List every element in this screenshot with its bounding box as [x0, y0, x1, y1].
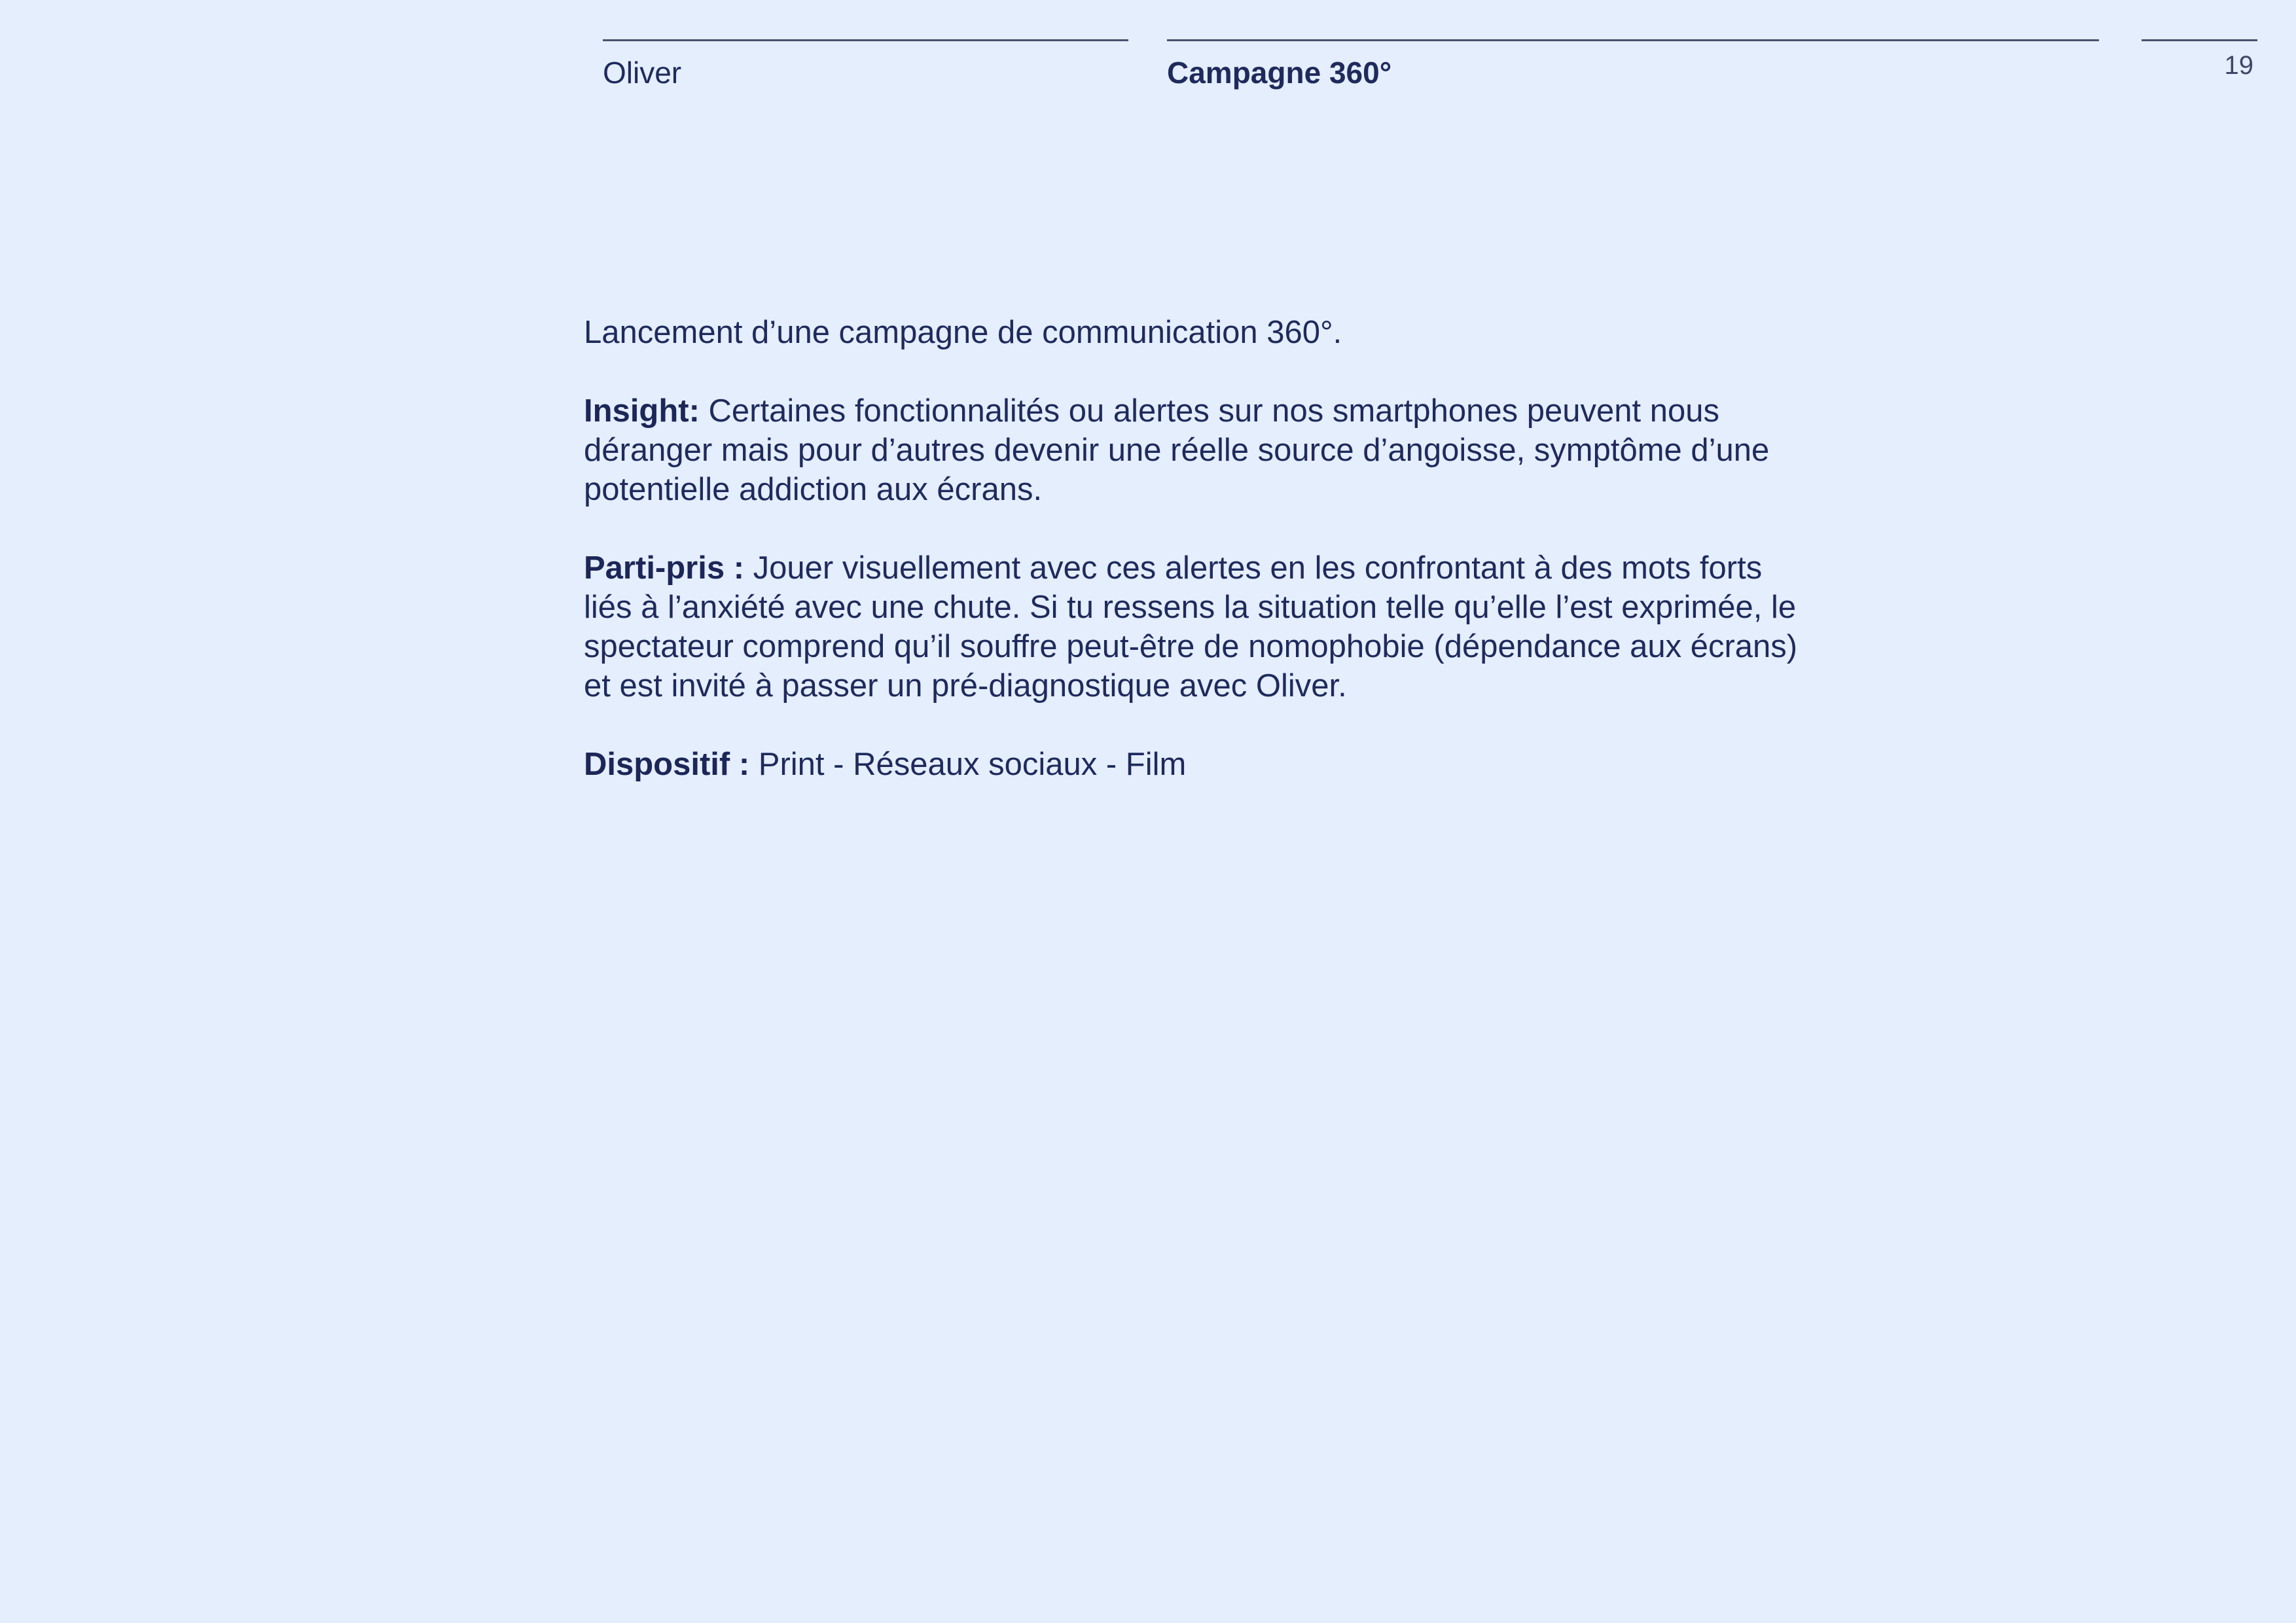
header-rule-title	[1167, 39, 2099, 41]
page-number: 19	[2224, 51, 2253, 80]
dispositif-paragraph	[584, 745, 1814, 784]
insight-label: Insight:	[584, 393, 700, 429]
section-title: Campagne 360°	[1167, 56, 1392, 90]
dispositif-label: Dispositif :	[584, 747, 750, 782]
insight-text: Certaines fonctionnalités ou alertes sur nos smartphones peuvent nous déranger mais pour d’autres devenir une réelle source d’angoisse, symptôme d’une potentielle addiction aux écrans.	[584, 393, 1770, 507]
body-text	[584, 313, 1814, 823]
header-rule-brand	[603, 39, 1128, 41]
intro-paragraph	[584, 313, 1814, 352]
intro-text: Lancement d’une campagne de communication 360°.	[584, 315, 1342, 350]
brand-name: Oliver	[603, 56, 682, 90]
partipris-paragraph	[584, 548, 1814, 705]
header-rule-page	[2142, 39, 2257, 41]
dispositif-text: Print - Réseaux sociaux - Film	[749, 747, 1187, 782]
partipris-label: Parti-pris :	[584, 550, 745, 586]
insight-paragraph	[584, 391, 1814, 509]
partipris-text: Jouer visuellement avec ces alertes en les confrontant à des mots forts liés à l’anxiété avec une chute. Si tu ressens la situation telle qu’elle l’est exprimée, le spectateur comprend qu’il souffre peut-être de nomophobie (dépendance aux écrans) et est invité à passer un pré-diagnostique avec Oliver.	[584, 550, 1798, 704]
